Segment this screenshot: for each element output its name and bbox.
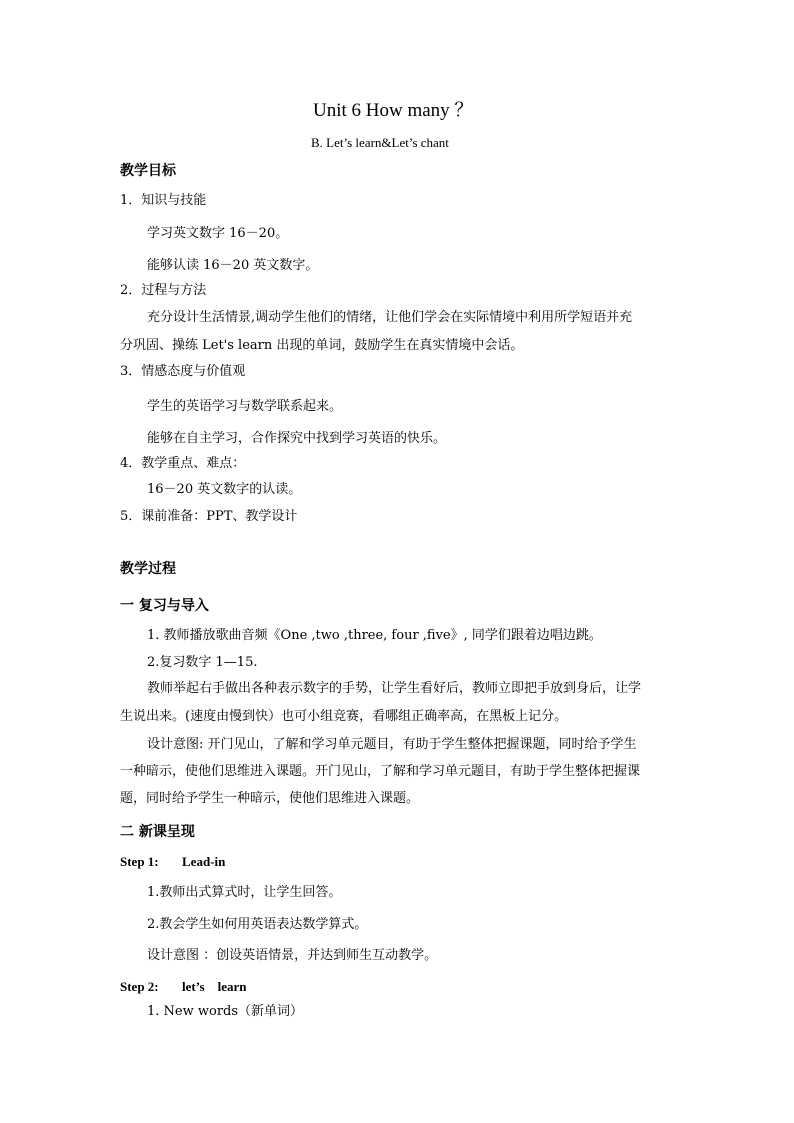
step-2-name: let’s learn: [182, 979, 247, 994]
step-1-item-3: 设计意图 ：创设英语情景，并达到师生互动教学。: [147, 948, 438, 963]
process-heading: 教学过程: [120, 561, 176, 577]
section-1-para-2-line-1: 设计意图: 开门见山，了解和学习单元题目，有助于学生整体把握课题，同时给予学生: [147, 737, 637, 752]
objective-2-text-line-1: 充分设计生活情景,调动学生他们的情绪，让他们学会在实际情境中利用所学短语并充: [147, 310, 633, 325]
step-1-item-1: 1.教师出式算式时，让学生回答。: [147, 885, 342, 900]
objectives-heading: 教学目标: [120, 163, 176, 179]
objective-2-title: 2．过程与方法: [120, 283, 207, 298]
section-1-para-2-line-3: 题，同时给予学生一种暗示，使他们思维进入课题。: [120, 791, 420, 806]
section-2-title: 二 新课呈现: [120, 824, 195, 840]
objective-4-text: 16－20 英文数字的认读。: [147, 482, 302, 497]
step-1-item-2: 2.教会学生如何用英语表达数学算式。: [147, 917, 368, 932]
objective-3-text-1: 学生的英语学习与数学联系起来。: [147, 399, 343, 414]
section-1-item-2: 2.复习数字 1—15.: [147, 655, 258, 670]
section-1-para-1-line-2: 生说出来。(速度由慢到快）也可小组竞赛，看哪组正确率高，在黑板上记分。: [120, 709, 568, 724]
page-subtitle: B. Let’s learn&Let’s chant: [311, 135, 449, 150]
step-2-label: Step 2:: [120, 979, 159, 994]
section-1-para-2-line-2: 一种暗示，使他们思维进入课题。开门见山，了解和学习单元题目，有助于学生整体把握课: [120, 764, 641, 779]
objective-1-text-2: 能够认读 16－20 英文数字。: [147, 258, 319, 273]
objective-1-title: 1．知识与技能: [120, 193, 207, 208]
objective-3-title: 3．情感态度与价值观: [120, 364, 246, 379]
step-1-name: Lead-in: [182, 854, 226, 869]
section-1-para-1-line-1: 教师举起右手做出各种表示数字的手势，让学生看好后，教师立即把手放到身后，让学: [147, 681, 642, 696]
step-1-label: Step 1:: [120, 854, 159, 869]
objective-2-text-line-2: 分巩固、操练 Let's learn 出现的单词，鼓励学生在真实情境中会话。: [120, 338, 524, 353]
section-1-item-1: 1. 教师播放歌曲音频《One ,two ,three, four ,five》, 同学们跟着边唱边跳。: [147, 628, 602, 643]
page-title: Unit 6 How many ？: [313, 100, 474, 121]
step-2-item-1: 1. New words（新单词）: [147, 1004, 304, 1019]
objective-3-text-2: 能够在自主学习，合作探究中找到学习英语的快乐。: [147, 431, 447, 446]
objective-4-title: 4．教学重点、难点：: [120, 456, 246, 471]
step-1-heading: [120, 853, 225, 871]
objective-1-text-1: 学习英文数字 16－20。: [147, 226, 289, 241]
objective-5-title: 5．课前准备：PPT、教学设计: [120, 509, 298, 524]
step-2-heading: [120, 978, 247, 996]
section-1-title: 一 复习与导入: [120, 598, 209, 614]
